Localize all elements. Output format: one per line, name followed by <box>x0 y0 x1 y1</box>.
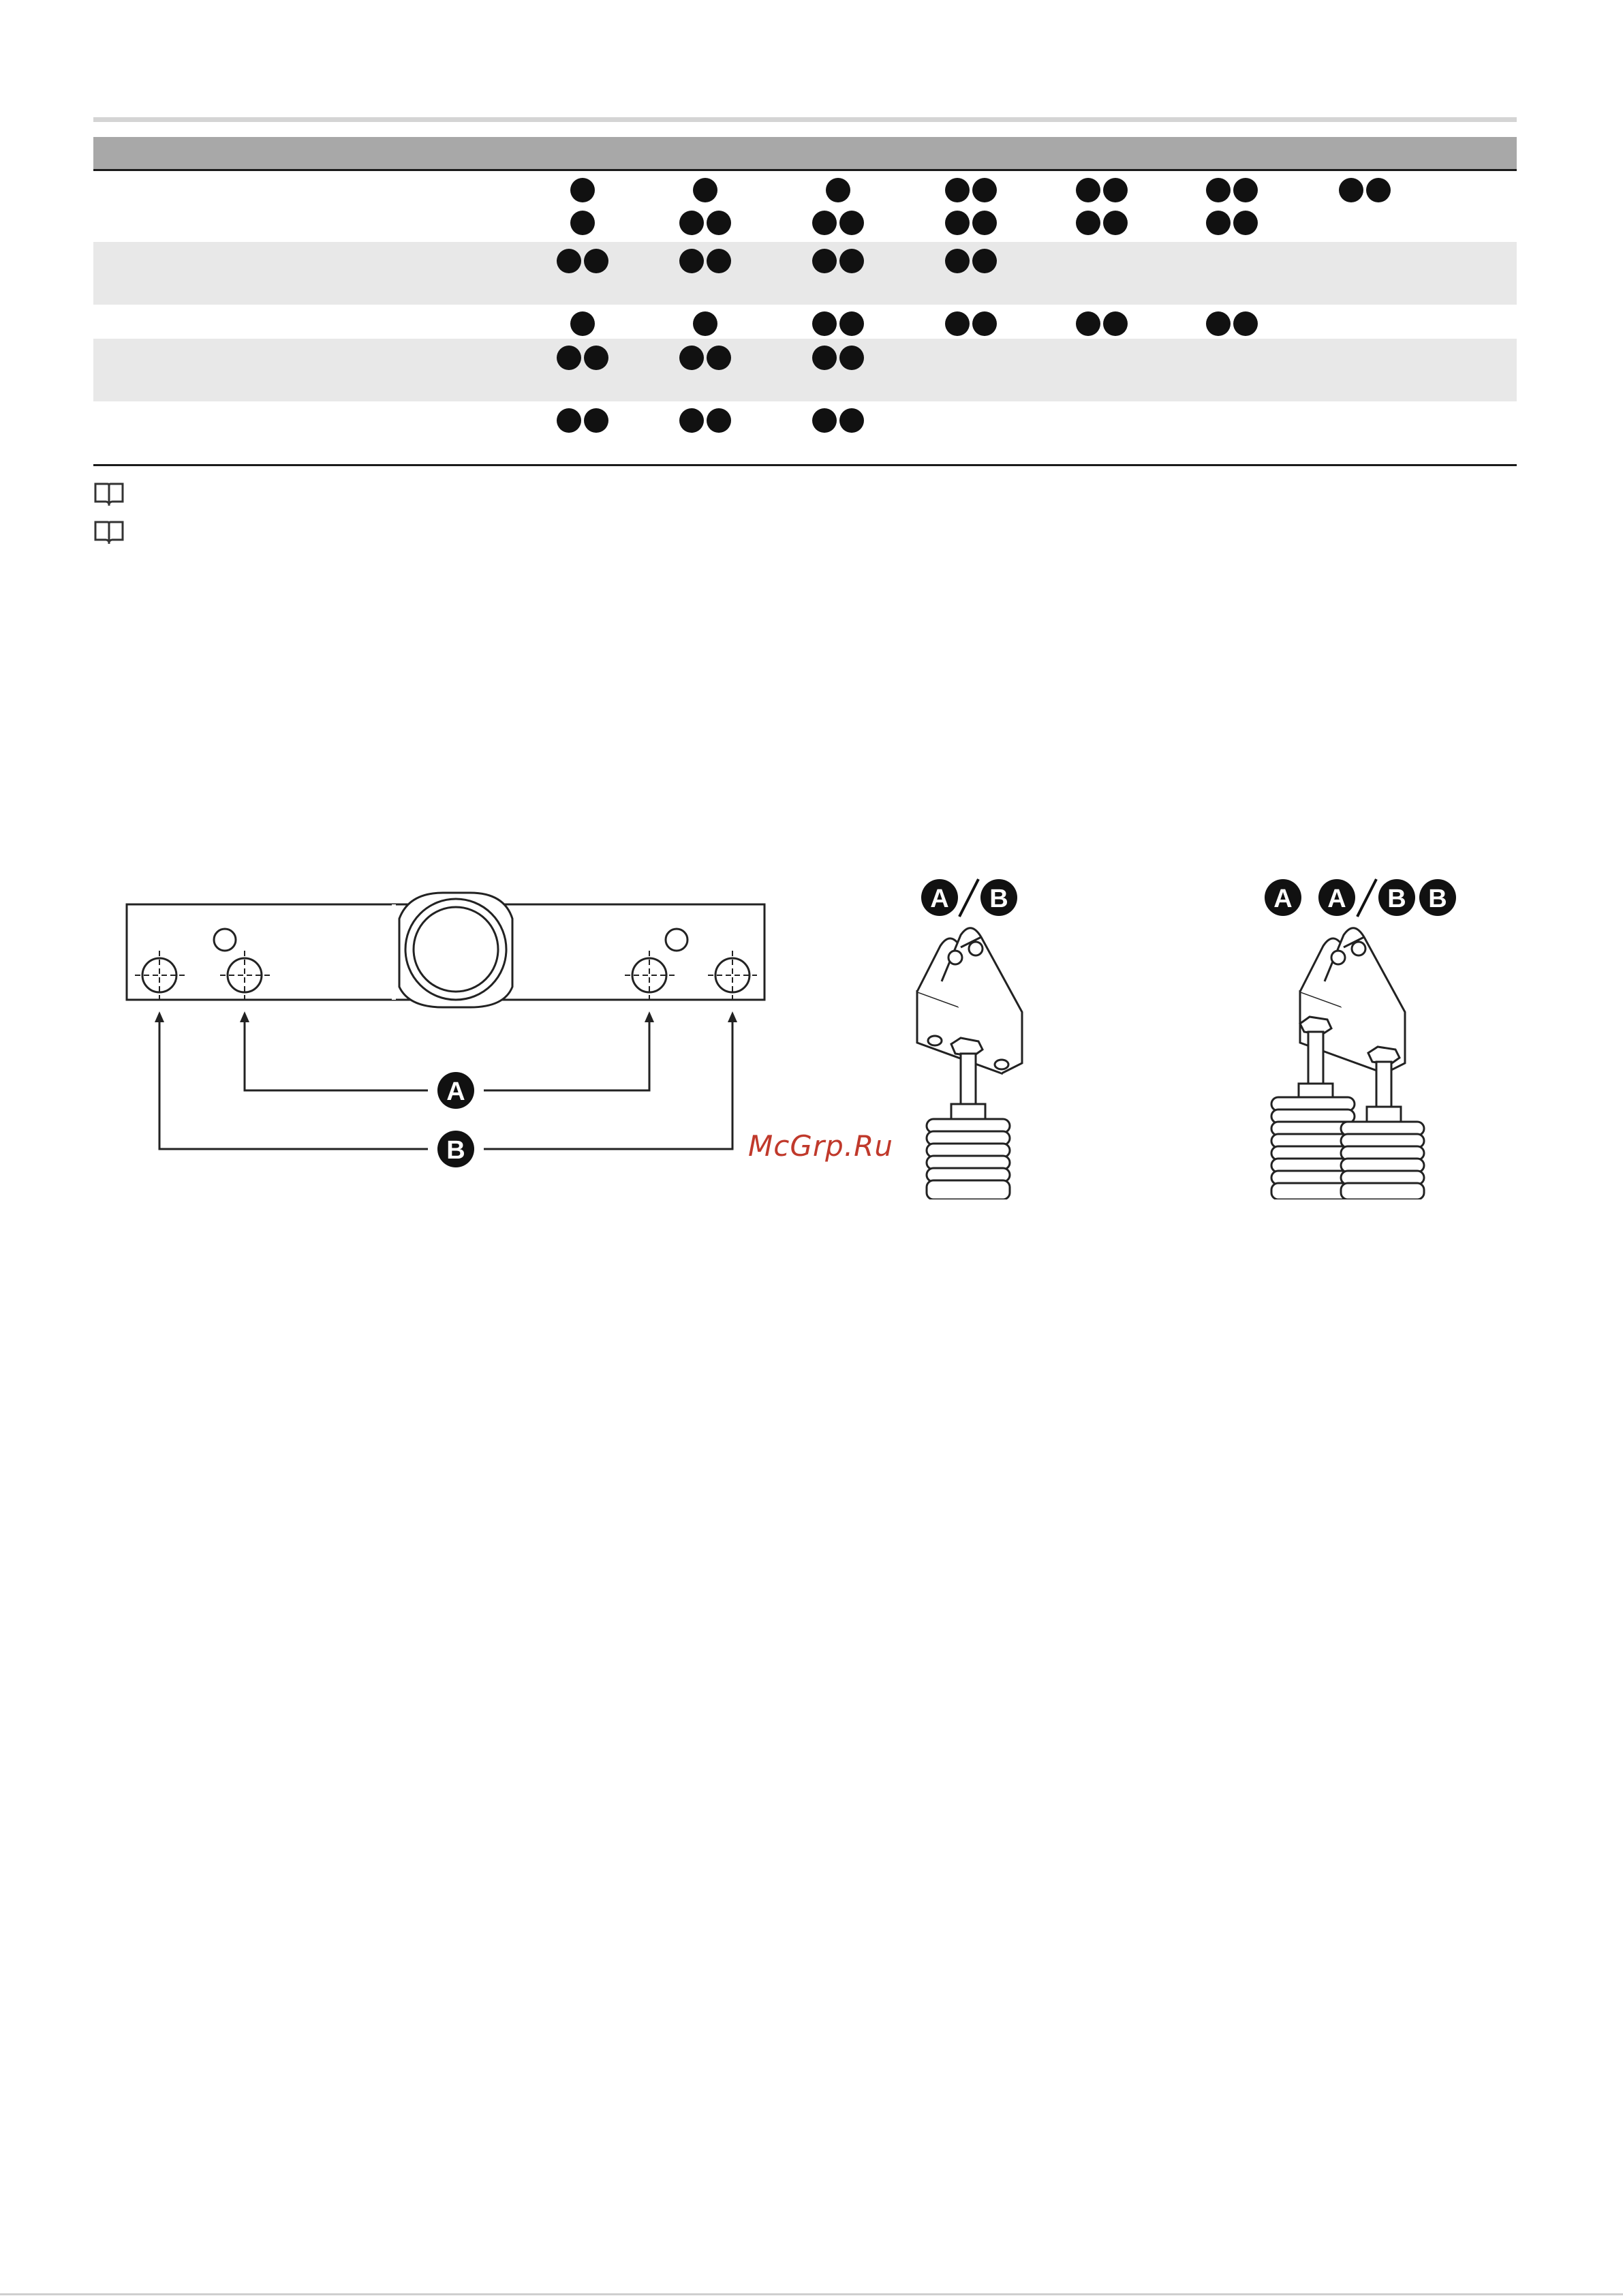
double-label-a1: A <box>1273 885 1293 913</box>
single-label-b: B <box>989 885 1008 913</box>
double-spring-mount <box>1271 928 1424 1199</box>
marker-a <box>437 1072 474 1109</box>
single-spring-mount <box>917 928 1022 1199</box>
center-boss <box>399 893 512 1007</box>
marker-b-label: B <box>446 1136 465 1165</box>
label-double <box>1265 879 1456 917</box>
footer-rule <box>0 2293 1623 2295</box>
arrow-heads <box>155 1011 737 1022</box>
marker-b <box>437 1131 474 1167</box>
double-label-a2: A <box>1327 885 1346 913</box>
marker-a-label: A <box>446 1077 465 1106</box>
double-label-b1: B <box>1387 885 1406 913</box>
single-label-a: A <box>930 885 949 913</box>
watermark: McGrp.Ru <box>748 1129 893 1163</box>
double-label-b2: B <box>1428 885 1447 913</box>
label-a-slash-b <box>921 879 1017 917</box>
